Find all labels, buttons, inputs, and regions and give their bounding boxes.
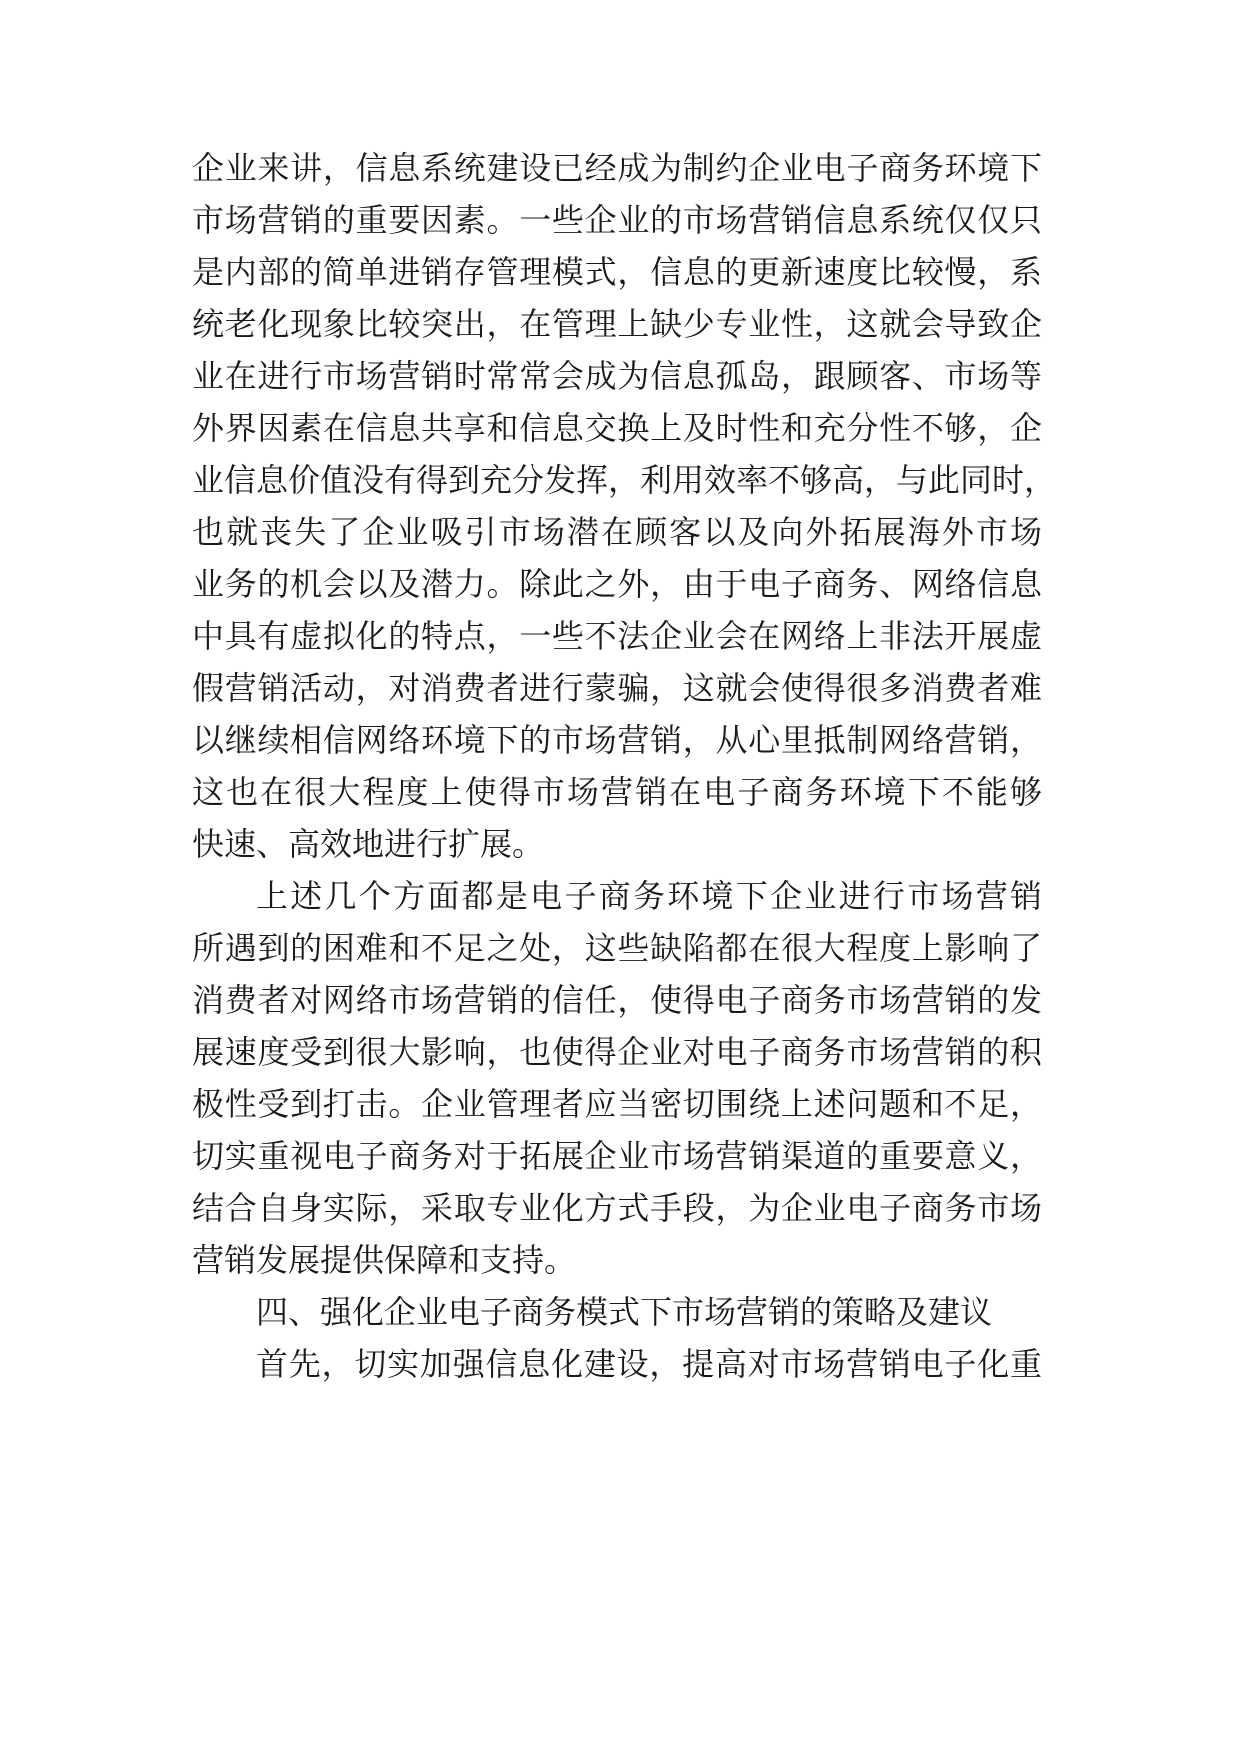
text-line: 业信息价值没有得到充分发挥，利用效率不够高，与此同时，	[192, 461, 1057, 499]
text-line: 这也在很大程度上使得市场营销在电子商务环境下不能够	[192, 773, 1042, 811]
paragraph-first-line: 上述几个方面都是电子商务环境下企业进行市场营销	[256, 877, 1042, 915]
text-line: 消费者对网络市场营销的信任，使得电子商务市场营销的发	[192, 981, 1042, 1019]
text-line: 营销发展提供保障和支持。	[192, 1241, 577, 1279]
paragraph-first-line: 首先，切实加强信息化建设，提高对市场营销电子化重	[256, 1345, 1042, 1383]
text-line: 企业来讲，信息系统建设已经成为制约企业电子商务环境下	[192, 149, 1042, 187]
text-line: 也就丧失了企业吸引市场潜在顾客以及向外拓展海外市场	[192, 513, 1042, 551]
text-line: 业在进行市场营销时常常会成为信息孤岛，跟顾客、市场等	[192, 357, 1042, 395]
text-line: 结合自身实际，采取专业化方式手段，为企业电子商务市场	[192, 1189, 1042, 1227]
text-line: 以继续相信网络环境下的市场营销，从心里抵制网络营销，	[192, 721, 1042, 759]
text-line: 展速度受到很大影响，也使得企业对电子商务市场营销的积	[192, 1033, 1042, 1071]
text-line: 切实重视电子商务对于拓展企业市场营销渠道的重要意义，	[192, 1137, 1042, 1175]
text-line: 外界因素在信息共享和信息交换上及时性和充分性不够，企	[192, 409, 1042, 447]
text-line: 所遇到的困难和不足之处，这些缺陷都在很大程度上影响了	[192, 929, 1042, 967]
text-line: 极性受到打击。企业管理者应当密切围绕上述问题和不足，	[192, 1085, 1042, 1123]
text-line: 业务的机会以及潜力。除此之外，由于电子商务、网络信息	[192, 565, 1042, 603]
text-line: 假营销活动，对消费者进行蒙骗，这就会使得很多消费者难	[192, 669, 1042, 707]
text-line: 是内部的简单进销存管理模式，信息的更新速度比较慢，系	[192, 253, 1042, 291]
text-line: 快速、高效地进行扩展。	[192, 825, 545, 863]
text-line: 统老化现象比较突出，在管理上缺少专业性，这就会导致企	[192, 305, 1042, 343]
text-line: 中具有虚拟化的特点，一些不法企业会在网络上非法开展虚	[192, 617, 1042, 655]
text-line: 市场营销的重要因素。一些企业的市场营销信息系统仅仅只	[192, 201, 1042, 239]
section-heading: 四、强化企业电子商务模式下市场营销的策略及建议	[256, 1293, 993, 1331]
